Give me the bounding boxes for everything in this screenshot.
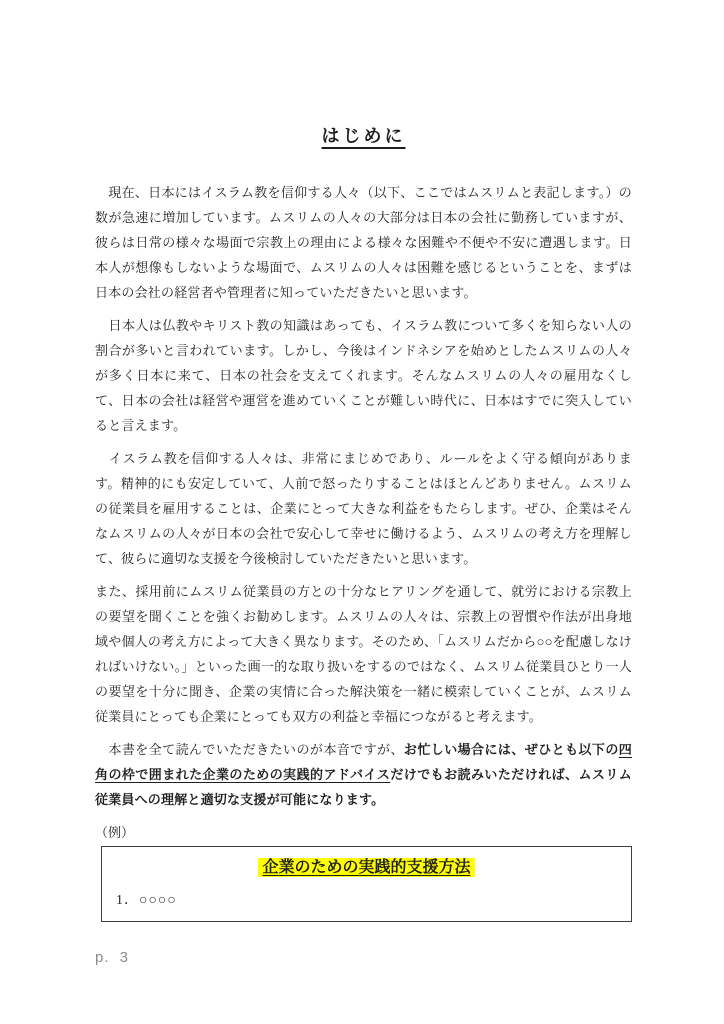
paragraph-japanese-knowledge: 日本人は仏教やキリスト教の知識はあっても、イスラム教について多くを知らない人の割合が多いと言われています。しかし、今後はインドネシアを始めとしたムスリムの人々が多く日本に来て、日本の社会を支えてくれます。そんなムスリムの人々の雇用なくして、日本の会社は経営や運営を進めていくことが難しい時代に、日本はすでに突入していると言えます。 — [95, 318, 632, 433]
reading-guide-bold-tail-text: だけでもお読みいただければ、ムスリム従業員への理解と適切な支援が可能になります。 — [95, 767, 632, 807]
advice-box-item: 1．○○○○ — [116, 893, 177, 908]
page-number: p. 3 — [95, 949, 130, 966]
paragraph-reading-guide — [95, 737, 632, 812]
paragraph-hearing-recommendation: また、採用前にムスリム従業員の方との十分なヒアリングを通して、就労における宗教上の要望を聞くことを強くお勧めします。ムスリムの人々は、宗教上の習慣や作法が出身地域や個人の考え方によって大きく異なります。そのため、「ムスリムだから○○を配慮しなければいけない。」といった画一的な取り扱いをするのではなく、ムスリム従業員ひとり一人の要望を十分に聞き、企業の実情に合った解決策を一緒に模索していくことが、ムスリム従業員にとっても企業にとっても双方の利益と幸福につながると考えます。 — [95, 584, 632, 724]
advice-box-highlighted-title: 企業のための実践的支援方法 — [258, 858, 474, 877]
example-label: （例） — [95, 825, 135, 840]
advice-box-title-row — [116, 855, 617, 881]
reading-guide-bold-text: お忙しい場合には、ぜひとも以下の — [403, 742, 619, 757]
paragraph-muslim-character: イスラム教を信仰する人々は、非常にまじめであり、ルールをよく守る傾向があります。精神的にも安定していて、人前で怒ったりすることはほとんどありません。ムスリムの従業員を雇用することは、企業にとって大きな利益をもたらします。ぜひ、企業はそんなムスリムの人々が日本の会社で安心して幸せに働けるよう、ムスリムの考え方を理解して、彼らに適切な支援を今後検討していただきたいと思います。 — [95, 451, 632, 566]
reading-guide-bold-underline-text: 四角の枠で囲まれた企業のための実践的アドバイス — [95, 742, 632, 782]
page-title — [95, 122, 632, 150]
advice-box — [101, 846, 632, 922]
paragraph-muslim-increase: 現在、日本にはイスラム教を信仰する人々（以下、ここではムスリムと表記します。）の数が急速に増加しています。ムスリムの人々の大部分は日本の会社に勤務していますが、彼らは日常の様々な場面で宗教上の理由による様々な困難や不便や不安に遭遇します。日本人が想像もしないような場面で、ムスリムの人々は困難を感じるということを、まずは日本の会社の経営者や管理者に知っていただきたいと思います。 — [95, 185, 632, 300]
reading-guide-normal-text: 本書を全て読んでいただきたいのが本音ですが、 — [95, 742, 404, 757]
page-title-text: はじめに — [321, 126, 406, 146]
